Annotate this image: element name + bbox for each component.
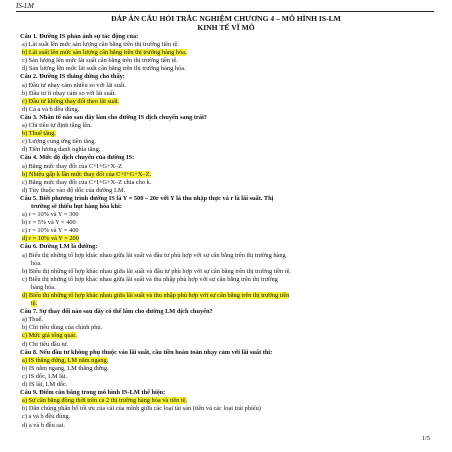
question-stem: Câu 4. Mức độ dịch chuyển của đường IS: [20,154,135,162]
question-stem: Câu 8. Nếu đầu tư không phụ thuộc vào lãi suất, cầu tiền hoàn toàn nhạy cảm với lãi suất thì: [20,348,273,356]
answer-option-correct [20,235,432,243]
option-text: d) Tiền lương danh nghĩa tăng. [22,146,101,154]
question-stem-continued: trường sẽ thiếu hụt hàng hóa khi: [31,202,122,210]
option-text-continued: tệ. [31,300,38,308]
option-text: c) Mức giá tổng quát. [22,332,77,340]
option-text: b) Chi tiêu dùng của chính phủ. [22,324,103,332]
question-stem: Câu 6. Đường LM là đường: [20,243,98,251]
option-text: a) r = 10% và Y = 300 [22,211,79,219]
option-text: b) Đầu tư ít nhạy cảm so với lãi suất. [22,89,116,97]
answer-option-correct [20,49,432,57]
answer-option [20,405,432,413]
answer-option [20,146,432,154]
option-text: b) IS nằm ngang, LM thẳng đứng. [22,364,109,372]
option-text: d) Cả a và b đều đúng. [22,105,80,113]
document-title [20,15,432,32]
option-text-continued: hàng hóa. [31,283,56,291]
answer-option [20,227,432,235]
answer-option [20,163,432,171]
answer-option-correct [20,171,432,179]
option-text: c) Lượng cung ứng tiền tăng. [22,138,97,146]
question-stem: Câu 5. Biết phương trình đường IS là Y = 500 – 20r với Y là thu nhập thực và r là lãi suất. Thị [20,194,274,202]
answer-option [20,57,432,65]
option-text: d) a và b đều sai. [22,421,65,429]
answer-option [20,365,432,373]
answer-option [20,413,432,421]
option-text: d) Tùy thuộc vào độ dốc của đường LM. [22,186,126,194]
question-stem: Câu 7. Sự thay đổi nào sau đây có thể làm cho đường LM dịch chuyển? [20,308,213,316]
option-text: c) a và b đều đúng. [22,413,71,421]
option-text: b) r = 5% và Y = 400 [22,219,76,227]
option-text: b) Biểu thị những tổ hợp khác nhau giữa lãi suất và đầu tư phù hợp với sự cân bằng trên thị trường tiền tệ. [22,267,291,275]
option-text: c) IS dốc, LM lài. [22,372,68,380]
answer-option [20,65,432,73]
option-text: b) Nhiều gấp k lần mức thay đổi của C+I+G+X–Z. [22,170,152,178]
option-text: c) Đầu tư không thay đổi theo lãi suất. [22,97,120,105]
answer-option-continued [20,300,432,308]
answer-option [20,187,432,195]
option-text: c) r = 10% và Y = 400 [22,227,79,235]
answer-option [20,268,432,276]
header-rule [16,11,434,12]
answer-option-correct [20,292,432,300]
option-text: b) Dân chúng phân bổ tối ưu của cải của mình giữa các loại tài sản (tiền và các loại trái phiếu) [22,405,261,413]
option-text: a) Bằng mức thay đổi của C+I+G+X–Z [22,162,123,170]
answer-option-correct [20,357,432,365]
option-text: c) Sản lượng lên mức lãi suất cân bằng trên thị trường tiền tệ. [22,57,178,65]
answer-option-correct [20,397,432,405]
answer-option [20,422,432,430]
option-text: b) Thuế tăng. [22,130,56,138]
option-text: c) Biểu thị những tổ hợp khác nhau giữa lãi suất và thu nhập phù hợp với sự cân bằng trên thị trường [22,275,278,283]
question-stem: Câu 9. Điểm cân bằng trong mô hình IS-LM thể hiện: [20,389,166,397]
option-text: a) IS thẳng đứng, LM nằm ngang. [22,356,109,364]
question-stem: Câu 2. Đường IS thẳng đứng cho thấy: [20,73,125,81]
option-text: d) Chi tiêu đầu tư. [22,340,69,348]
answer-option [20,341,432,349]
option-text-continued: hóa. [31,259,42,267]
answer-option-correct [20,332,432,340]
answer-option-continued [20,284,432,292]
answer-option-correct [20,98,432,106]
option-text: a) Thuế. [22,316,44,324]
title-line-2: KINH TẾ VĨ MÔ [197,22,255,32]
answer-option [20,252,432,260]
question-stem: Câu 1. Đường IS phản ánh sự tác động của: [20,33,139,40]
answer-option [20,82,432,90]
answer-option [20,381,432,389]
option-text: a) Biểu thị những tổ hợp khác nhau giữa lãi suất và đầu tư phù hợp với sự cân bằng trên thị trường hàng [22,251,286,259]
option-text: c) Bằng mức thay đổi của C+I+G+X–Z chia cho k. [22,178,152,186]
option-text: d) Biểu thị những tổ hợp khác nhau giữa lãi suất và thu nhập phù hợp với sự cân bằng trên thị trường tiền [22,292,290,299]
title-line-1: ĐÁP ÁN CÂU HỎI TRẮC NGHIỆM CHƯƠNG 4 – MÔ HÌNH IS-LM [111,14,341,23]
option-text: a) Chi tiêu tự định tăng lên. [22,122,92,130]
answer-option [20,41,432,49]
question-stem: Câu 3. Nhân tố nào sau đây làm cho đường IS dịch chuyển sang trái? [20,113,207,121]
answer-option [20,138,432,146]
answer-option [20,373,432,381]
answer-option-continued [20,260,432,268]
option-text: b) Lãi suất lên mức sản lượng cân bằng trên thị trường hàng hóa. [22,49,187,57]
answer-option [20,90,432,98]
answer-option [20,324,432,332]
answer-option [20,122,432,130]
option-text: a) Đầu tư nhạy cảm nhiều so với lãi suất. [22,81,127,89]
question-list [20,33,432,430]
option-text: a) Lãi suất lên mức sản lượng cân bằng trên thị trường tiền tệ. [22,41,179,49]
option-text: d) Sản lượng lên mức lãi suất cân bằng trên thị trường hàng hóa. [22,65,186,73]
answer-option [20,276,432,284]
answer-option [20,219,432,227]
option-text: d) IS lài, LM dốc. [22,381,68,389]
running-header: IS-LM [16,2,34,10]
page-number: 1/5 [421,435,430,442]
answer-option-correct [20,130,432,138]
answer-option [20,179,432,187]
answer-option [20,211,432,219]
option-text: a) Sự cân bằng đồng thời trên cả 2 thị trường hàng hóa và tiền tệ. [22,397,188,405]
answer-option [20,316,432,324]
option-text: d) r = 10% và Y = 200 [22,235,79,243]
answer-option [20,106,432,114]
